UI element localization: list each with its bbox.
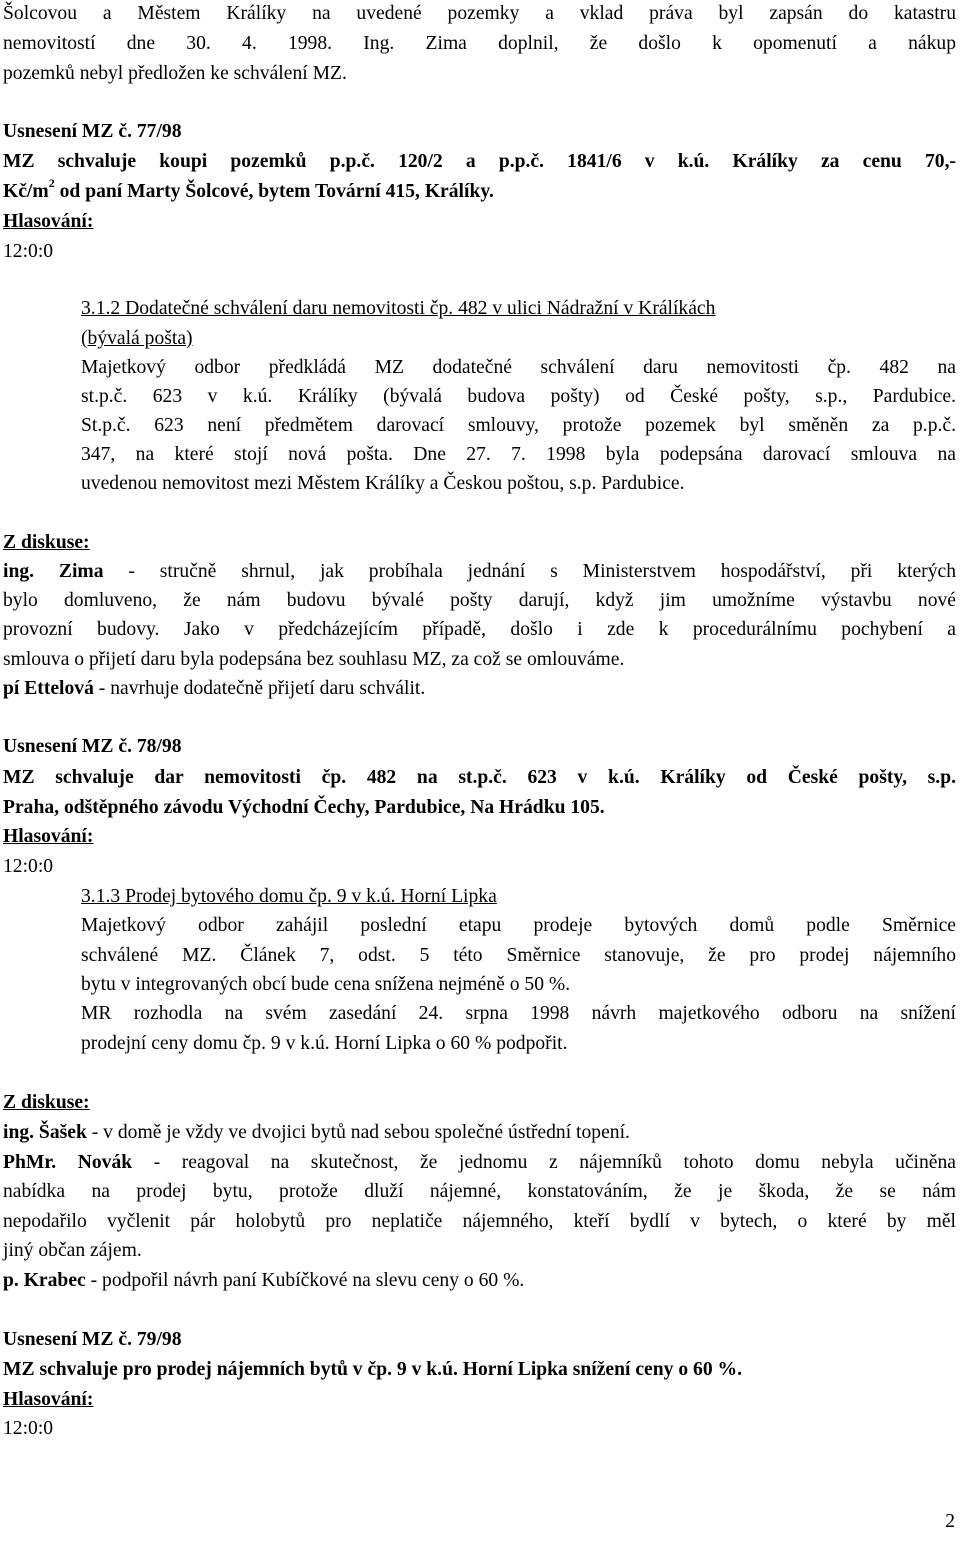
vote-label: Hlasování: [3, 826, 94, 847]
resolution-text: $Kč/m^2$ od paní Marty Šolcové, bytem Tovární 415, Králíky. [3, 176, 494, 202]
resolution-text: Praha, odštěpného závodu Východní Čechy, Pardubice, Na Hrádku 105. [3, 797, 605, 818]
paragraph-line: St.p.č. 623 není předmětem darovací smlouvy, protože pozemek byl směněn za p.p.č. [81, 415, 956, 436]
paragraph-line: Majetkový odbor předkládá MZ dodatečné schválení daru nemovitosti čp. 482 na [81, 357, 956, 378]
item-title: 3.1.2 Dodatečné schválení daru nemovitosti čp. 482 v ulici Nádražní v Králíkách [81, 298, 716, 319]
discussion-line: nabídka na prodej bytu, protože dluží nájemné, konstatováním, že je škoda, že se nám [3, 1181, 956, 1202]
resolution-heading: Usnesení MZ č. 77/98 [3, 121, 182, 142]
resolution-text: MZ schvaluje dar nemovitosti čp. 482 na st.p.č. 623 v k.ú. Králíky od České pošty, s.p. [3, 767, 956, 788]
item-title: (bývalá pošta) [81, 328, 193, 349]
discussion-line: PhMr. Novák - reagoval na skutečnost, že jednomu z nájemníků tohoto domu nebyla učiněna [3, 1152, 956, 1173]
speaker-name: ing. Zima [3, 561, 104, 582]
discussion-line: bylo domluveno, že nám budovu bývalé pošty darují, když jim umožníme výstavbu nové [3, 590, 956, 611]
paragraph-line: Majetkový odbor zahájil poslední etapu prodeje bytových domů podle Směrnice [81, 915, 956, 936]
paragraph-line: Šolcovou a Městem Králíky na uvedené pozemky a vklad práva byl zapsán do katastru [3, 3, 956, 24]
resolution-text: MZ schvaluje koupi pozemků p.p.č. 120/2 a p.p.č. 1841/6 v k.ú. Králíky za cenu 70,- [3, 151, 956, 172]
vote-label: Hlasování: [3, 211, 94, 232]
paragraph-line: 347, na které stojí nová pošta. Dne 27. 7. 1998 byla podepsána darovací smlouva na [81, 444, 956, 465]
discussion-line: pí Ettelová - navrhuje dodatečně přijetí daru schválit. [3, 678, 426, 699]
vote-result: 12:0:0 [3, 241, 54, 262]
speaker-name: p. Krabec [3, 1270, 86, 1291]
discussion-line: ing. Šašek - v domě je vždy ve dvojici bytů nad sebou společné ústřední topení. [3, 1122, 630, 1143]
vote-result: 12:0:0 [3, 1418, 54, 1439]
paragraph-line: st.p.č. 623 v k.ú. Králíky (bývalá budova pošty) od České pošty, s.p., Pardubice. [81, 386, 956, 407]
discussion-line: provozní budovy. Jako v předcházejícím případě, došlo i zde k procedurálnímu pochybení a [3, 619, 956, 640]
paragraph-line: pozemků nebyl předložen ke schválení MZ. [3, 63, 347, 84]
page-number: 2 [945, 1511, 955, 1532]
discussion-line: smlouva o přijetí daru byla podepsána bez souhlasu MZ, za což se omlouváme. [3, 649, 625, 670]
resolution-heading: Usnesení MZ č. 78/98 [3, 736, 182, 757]
resolution-heading: Usnesení MZ č. 79/98 [3, 1329, 182, 1350]
paragraph-line: uvedenou nemovitost mezi Městem Králíky a Českou poštou, s.p. Pardubice. [81, 473, 685, 494]
item-title: 3.1.3 Prodej bytového domu čp. 9 v k.ú. Horní Lipka [81, 886, 497, 907]
speaker-name: PhMr. Novák [3, 1152, 133, 1173]
discussion-line: ing. Zima - stručně shrnul, jak probíhala jednání s Ministerstvem hospodářství, při kterých [3, 561, 956, 582]
vote-result: 12:0:0 [3, 856, 54, 877]
discussion-label: Z diskuse: [3, 532, 90, 553]
paragraph-line: nemovitostí dne 30. 4. 1998. Ing. Zima doplnil, že došlo k opomenutí a nákup [3, 33, 956, 54]
resolution-text: MZ schvaluje pro prodej nájemních bytů v čp. 9 v k.ú. Horní Lipka snížení ceny o 60 %. [3, 1359, 743, 1380]
discussion-line: p. Krabec - podpořil návrh paní Kubíčkové na slevu ceny o 60 %. [3, 1270, 525, 1291]
paragraph-line: schválené MZ. Článek 7, odst. 5 této Směrnice stanovuje, že pro prodej nájemního [81, 945, 956, 966]
vote-label: Hlasování: [3, 1389, 94, 1410]
paragraph-line: prodejní ceny domu čp. 9 v k.ú. Horní Lipka o 60 % podpořit. [81, 1033, 568, 1054]
speaker-name: ing. Šašek [3, 1122, 87, 1143]
paragraph-line: MR rozhodla na svém zasedání 24. srpna 1998 návrh majetkového odboru na snížení [81, 1003, 956, 1024]
superscript: 2 [48, 176, 55, 191]
paragraph-line: bytu v integrovaných obcí bude cena snížena nejméně o 50 %. [81, 974, 571, 995]
discussion-line: jiný občan zájem. [3, 1240, 142, 1261]
discussion-line: nepodařilo vyčlenit pár holobytů pro neplatiče nájemného, kteří bydlí v bytech, o které by měl [3, 1211, 956, 1232]
speaker-name: pí Ettelová [3, 678, 94, 699]
discussion-label: Z diskuse: [3, 1092, 90, 1113]
